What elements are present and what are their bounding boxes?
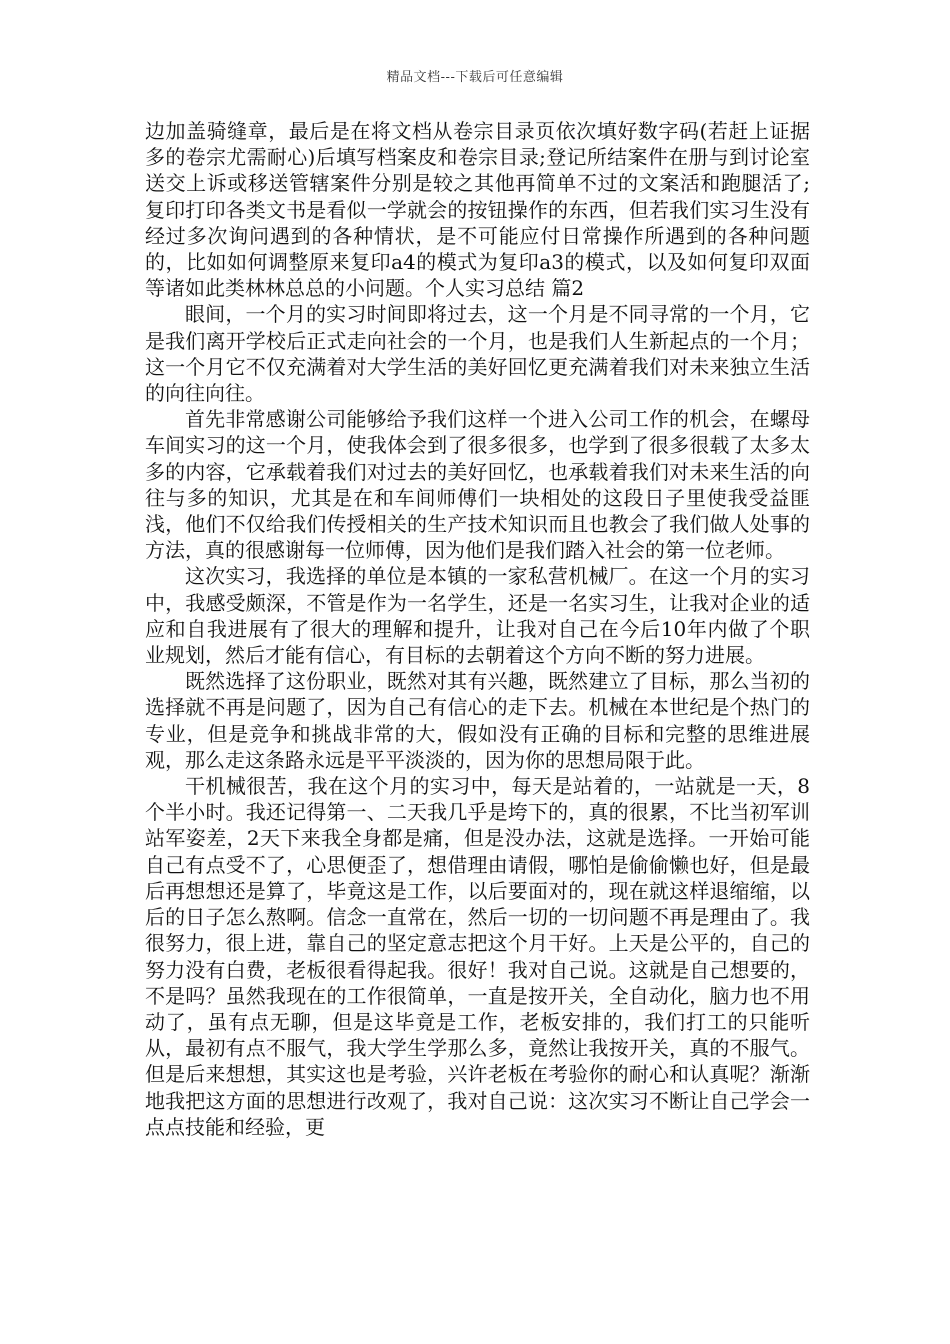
page-header: 精品文档---下载后可任意编辑 [386, 70, 564, 85]
paragraph: 首先非常感谢公司能够给予我们这样一个进入公司工作的机会，在螺母车间实习的这一个月，使我体会到了很多很多，也学到了很多很载了太多太多的内容，它承载着我们对过去的美好回忆，也承载着我们对未来生活的向往与多的知识，尤其是在和车间师傅们一块相处的这段日子里使我受益匪浅，他们不仅给我们传授相关的生产技术知识而且也教会了我们做人处事的方法，真的很感谢每一位师傅，因为他们是我们踏入社会的第一位老师。 [145, 407, 810, 563]
paragraph: 这次实习，我选择的单位是本镇的一家私营机械厂。在这一个月的实习中，我感受颇深，不管是作为一名学生，还是一名实习生，让我对企业的适应和自我进展有了很大的理解和提升，让我对自己在今后10年内做了个职业规划，然后才能有信心，有目标的去朝着这个方向不断的努力进展。 [145, 564, 810, 668]
paragraph: 边加盖骑缝章，最后是在将文档从卷宗目录页依次填好数字码(若赶上证据多的卷宗尤需耐心)后填写档案皮和卷宗目录;登记所结案件在册与到讨论室送交上诉或移送管辖案件分别是较之其他再简单不过的文案活和跑腿活了;复印打印各类文书是看似一学就会的按钮操作的东西，但若我们实习生没有经过多次询问遇到的各种情状，是不可能应付日常操作所遇到的各种问题的，比如如何调整原来复印a4的模式为复印a3的模式，以及如何复印双面等诸如此类林林总总的小问题。个人实习总结 篇2 [145, 119, 810, 301]
paragraph: 既然选择了这份职业，既然对其有兴趣，既然建立了目标，那么当初的选择就不再是问题了，因为自己有信心的走下去。机械在本世纪是个热门的专业，但是竞争和挑战非常的大，假如没有正确的目标和完整的思维进展观，那么走这条路永远是平平淡淡的，因为你的思想局限于此。 [145, 669, 810, 772]
document-body [145, 118, 810, 1140]
paragraph: 眼间，一个月的实习时间即将过去，这一个月是不同寻常的一个月，它是我们离开学校后正式走向社会的一个月，也是我们人生新起点的一个月；这一个月它不仅充满着对大学生活的美好回忆更充满着我们对未来独立生活的向往向往。 [145, 302, 810, 406]
paragraph: 干机械很苦，我在这个月的实习中，每天是站着的，一站就是一天，8个半小时。我还记得第一、二天我几乎是垮下的，真的很累，不比当初军训站军姿差，2天下来我全身都是痛，但是没办法，这就是选择。一开始可能自己有点受不了，心思便歪了，想借理由请假，哪怕是偷偷懒也好，但是最后再想想还是算了，毕竟这是工作，以后要面对的，现在就这样退缩缩，以后的日子怎么熬啊。信念一直常在，然后一切的一切问题不再是理由了。我很努力，很上进，靠自己的坚定意志把这个月干好。上天是公平的，自己的努力没有白费，老板很看得起我。很好！我对自己说。这就是自己想要的，不是吗？虽然我现在的工作很简单，一直是按开关，全自动化，脑力也不用动了，虽有点无聊，但是这毕竟是工作，老板安排的，我们打工的只能听从，最初有点不服气，我大学生学那么多，竟然让我按开关，真的不服气。但是后来想想，其实这也是考验，兴许老板在考验你的耐心和认真呢？渐渐地我把这方面的思想进行改观了，我对自己说：这次实习不断让自己学会一点点技能和经验，更 [145, 774, 810, 1139]
